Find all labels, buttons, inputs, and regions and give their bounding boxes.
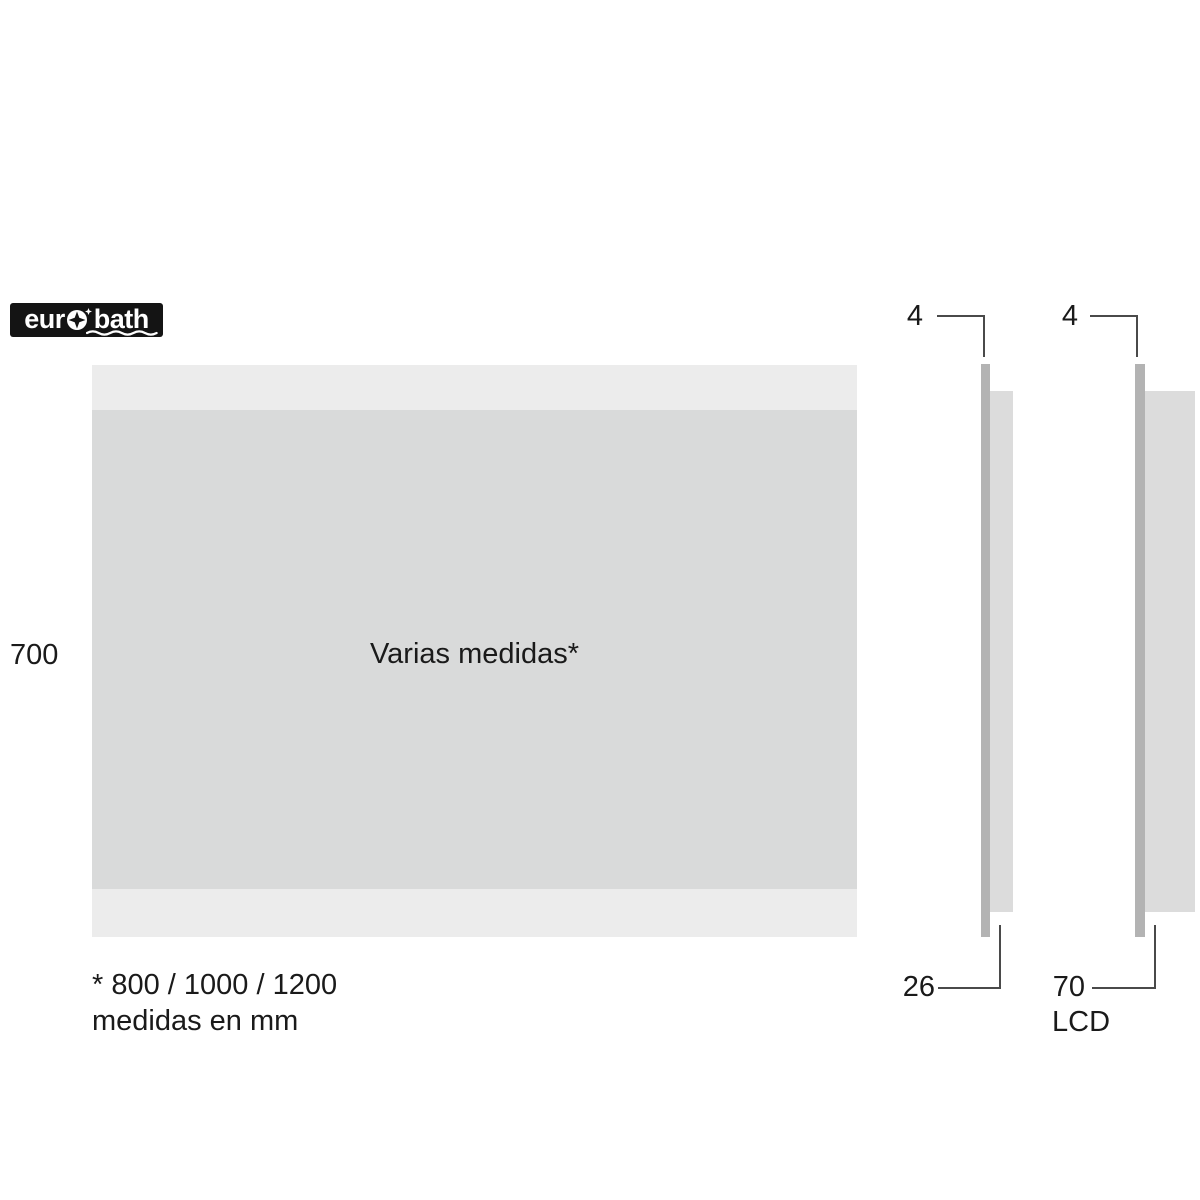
side1-depth-leader-line-v <box>999 925 1001 989</box>
side1-glass-leader-line-v <box>983 315 985 357</box>
side2-type-label: LCD <box>1052 1006 1111 1038</box>
led-band-bottom <box>92 889 857 937</box>
led-band-top <box>92 365 857 410</box>
side2-glass-thickness-label: 4 <box>1061 300 1078 332</box>
height-dimension-label: 700 <box>10 639 59 671</box>
mirror-size-note: Varias medidas* <box>369 638 579 670</box>
side1-glass-leader-line-h <box>937 315 985 317</box>
mirror-front-view <box>92 365 857 937</box>
side1-body-profile <box>990 391 1013 912</box>
logo-wave-icon <box>86 328 158 336</box>
footnote-sizes: * 800 / 1000 / 1200 <box>92 969 338 1001</box>
footnote-units: medidas en mm <box>92 1005 299 1037</box>
side2-glass-leader-line-v <box>1136 315 1138 357</box>
side2-body-profile <box>1145 391 1195 912</box>
side1-depth-label: 26 <box>902 971 935 1003</box>
side1-depth-leader-line-h <box>938 987 1001 989</box>
side2-glass-edge-profile <box>1135 364 1145 937</box>
side1-glass-thickness-label: 4 <box>906 300 923 332</box>
side2-depth-leader-line-v <box>1154 925 1156 989</box>
side1-glass-edge-profile <box>981 364 990 937</box>
side2-depth-label: 70 <box>1052 971 1085 1003</box>
logo-text-right: bath <box>93 303 149 334</box>
logo-text-left: eur <box>24 303 65 334</box>
side2-glass-leader-line-h <box>1090 315 1138 317</box>
brand-logo <box>10 303 163 337</box>
side2-depth-leader-line-h <box>1092 987 1154 989</box>
